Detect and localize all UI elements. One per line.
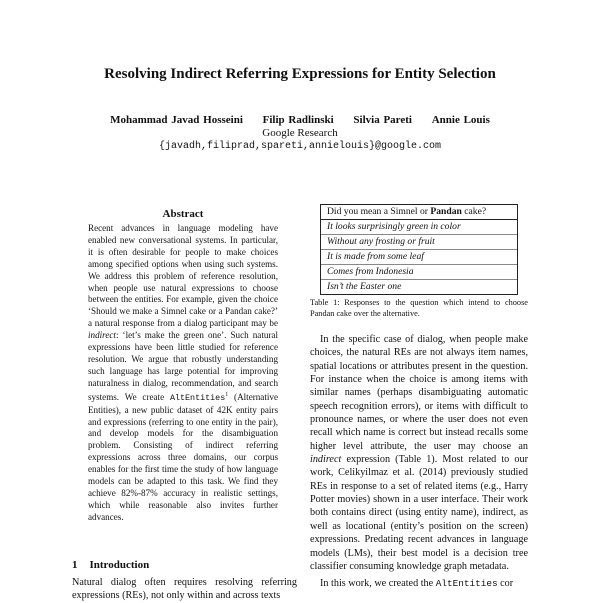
author-emails: {javadh,filiprad,spareti,annielouis}@google.com — [158, 141, 442, 152]
right-column-text — [310, 333, 528, 591]
example-table — [320, 204, 518, 295]
abstract-text: : ‘let’s make the green one’. Such natural expressions have been little studied for reference resolution. We argue that robustly understanding such language has large potential for improving naturalness in dialog, recommendation, and search systems. We create — [88, 330, 278, 402]
table-row: It is made from some leaf — [321, 250, 517, 265]
author-name: Annie Louis — [431, 114, 490, 126]
paragraph-text: In this work, we created the — [320, 578, 436, 590]
paragraph-emphasis: indirect — [310, 454, 342, 466]
table-row: Comes from Indonesia — [321, 265, 517, 280]
intro-text: Natural dialog often requires resolving referring expressions (REs), not only within and across texts — [72, 577, 297, 602]
table-row: Isn’t the Easter one — [327, 281, 402, 292]
table-header-text: Did you mean a Simnel or — [327, 206, 431, 217]
paragraph-text: expression (Table 1). Most related to our work, Celikyilmaz et al. (2014) previously studied REs in response to a set of related items (e.g., Harry Potter movies) shown in a user interface. Their work both contains direct (using entity name), indirect, as well as locational (entity’s position on the screen) expressions. Predating recent advances in language models (LMs), their best model is a decision tree classifier consuming knowledge graph metadata. — [310, 454, 528, 572]
paragraph — [310, 333, 528, 573]
paper-title: Resolving Indirect Referring Expressions for Entity Selection — [104, 66, 496, 82]
author-name: Filip Radlinski — [262, 114, 334, 126]
author-list — [0, 114, 600, 126]
section-title: Introduction — [89, 559, 150, 571]
dataset-name: AltEntities — [435, 578, 498, 590]
paragraph-text: In the specific case of dialog, when people make choices, the natural REs are not always item names, spatial locations or attributes present in the question. For instance when the choice is among items with similar names (perhaps disambiguating automatic speech recognition errors), or items with difficult to pronounce names, or where the user does not even recall which name is correct but instead recalls some higher level attribute, the user may choose an — [310, 334, 528, 452]
abstract-text: Recent advances in language modeling have enabled new conversational systems. In particular, it is often desirable for people to make choices among specified options when using such systems. We address this problem of reference resolution, when people use natural expressions to choose between the entities. For example, given the choice ‘Should we make a Simnel cake or a Pandan cake?’ a natural response from a dialog participant may be — [88, 223, 278, 329]
abstract-emphasis: indirect — [88, 330, 116, 341]
table-header — [321, 205, 517, 220]
abstract-text: (Alternative Entities), a new public dataset of 42K entity pairs and expressions (referring to one entity in the pair), and develop models for the disambiguation problem. Consisting of indirect referring expressions across three domains, our corpus enables for the first time the study of how language models can be adapted to this task. We find they achieve 82%-87% accuracy in realistic settings, which while reasonable also invites further advances. — [88, 391, 278, 522]
paragraph-text: cor — [497, 578, 514, 590]
abstract-body — [88, 223, 278, 524]
section-number: 1 — [72, 559, 78, 571]
author-name: Mohammad Javad Hosseini — [110, 114, 243, 126]
paragraph — [310, 577, 528, 590]
section-heading — [72, 559, 149, 571]
footnote-mark: 1 — [225, 391, 229, 398]
abstract-heading: Abstract — [162, 208, 204, 220]
table-row: It looks surprisingly green in color — [321, 220, 517, 235]
table-row: Without any frosting or fruit — [321, 235, 517, 250]
table-header-text: cake? — [461, 206, 487, 217]
table-header-bold: Pandan — [430, 206, 462, 217]
dataset-name: AltEntities — [169, 392, 226, 403]
author-name: Silvia Pareti — [353, 114, 412, 126]
affiliation: Google Research — [262, 127, 338, 139]
table-caption: Table 1: Responses to the question which intend to choose Pandan cake over the alternative. — [310, 298, 528, 318]
